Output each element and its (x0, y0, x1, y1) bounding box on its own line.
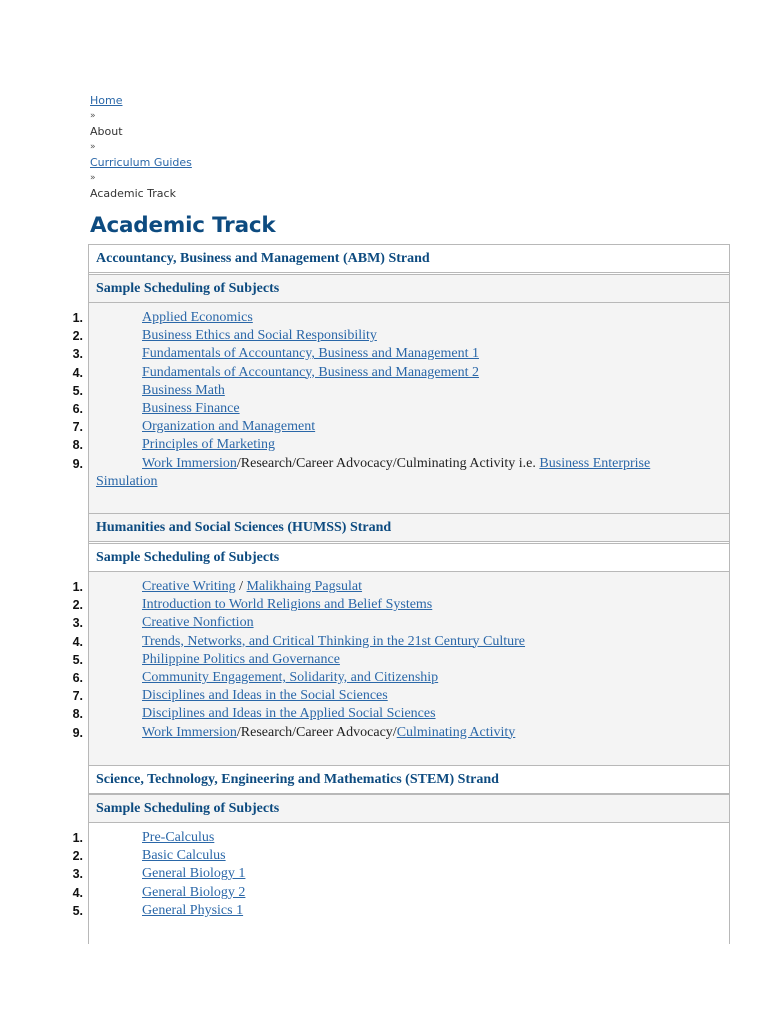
list-item: 8. Principles of Marketing (89, 436, 729, 454)
business-enterprise-simulation-link[interactable]: Business Enterprise (539, 455, 651, 471)
malikhaing-pagsulat-link[interactable]: Malikhaing Pagsulat (246, 579, 363, 594)
abm-subject-list (72, 303, 729, 519)
list-item: 6. Community Engagement, Solidarity, and Citizenship (89, 669, 729, 687)
subject-link[interactable]: Business Math (142, 382, 225, 398)
breadcrumb-separator: » (90, 173, 96, 183)
subject-link[interactable]: Business Ethics and Social Responsibility (142, 328, 377, 344)
list-item: 2. Introduction to World Religions and Belief Systems (89, 596, 729, 614)
subject-link[interactable]: Introduction to World Religions and Belief Systems (142, 597, 433, 613)
list-item: 7. Organization and Management (89, 418, 729, 436)
breadcrumb-home-link[interactable]: Home (90, 94, 123, 107)
list-item: 4. Trends, Networks, and Critical Thinking in the 21st Century Culture (89, 633, 729, 651)
abm-strand-heading: Accountancy, Business and Management (ABM) Strand (89, 244, 729, 273)
breadcrumb-about: About (90, 125, 123, 138)
subject-link[interactable]: Disciplines and Ideas in the Applied Social Sciences (142, 706, 436, 722)
abm-scheduling-heading: Sample Scheduling of Subjects (89, 274, 729, 303)
list-item: 8. Disciplines and Ideas in the Applied Social Sciences (89, 705, 729, 723)
list-item: 4. Fundamentals of Accountancy, Business and Management 2 (89, 364, 729, 382)
subject-link[interactable]: Disciplines and Ideas in the Social Sciences (142, 688, 388, 704)
subject-link[interactable]: General Biology 2 (142, 884, 246, 900)
list-item: 3. Creative Nonfiction (89, 614, 729, 632)
culminating-activity-link[interactable]: Culminating Activity (396, 724, 516, 740)
breadcrumb (90, 93, 390, 202)
breadcrumb-separator: » (90, 111, 96, 121)
humss-subject-list (72, 572, 729, 771)
creative-writing-link[interactable]: Creative Writing (142, 579, 236, 594)
subject-link[interactable]: Business Finance (142, 400, 240, 416)
strand-table (72, 244, 730, 944)
subject-text: / (235, 579, 247, 594)
list-item: 7. Disciplines and Ideas in the Social Sciences (89, 687, 729, 705)
list-item: 1. Pre-Calculus (89, 829, 729, 847)
subject-link[interactable]: Principles of Marketing (142, 437, 275, 453)
humss-strand-heading: Humanities and Social Sciences (HUMSS) Strand (89, 513, 729, 542)
page-title: Academic Track (90, 213, 276, 238)
list-item: 3. Fundamentals of Accountancy, Business and Management 1 (89, 345, 729, 363)
list-item: 5. Business Math (89, 382, 729, 400)
subject-link[interactable]: Basic Calculus (142, 848, 226, 864)
breadcrumb-curriculum-link[interactable]: Curriculum Guides (90, 156, 192, 169)
list-item: 3. General Biology 1 (89, 865, 729, 883)
list-item: 1. Applied Economics (89, 309, 729, 327)
subject-link[interactable]: Trends, Networks, and Critical Thinking in the 21st Century Culture (142, 633, 526, 649)
subject-link[interactable]: Fundamentals of Accountancy, Business and Management 2 (142, 364, 479, 380)
subject-link[interactable]: Fundamentals of Accountancy, Business and Management 1 (142, 346, 479, 362)
subject-link[interactable]: General Biology 1 (142, 866, 246, 882)
subject-link[interactable]: Organization and Management (142, 419, 316, 435)
list-item: 2. Business Ethics and Social Responsibility (89, 327, 729, 345)
list-item: 1. Creative Writing / Malikhaing Pagsulat (72, 579, 363, 594)
stem-strand-heading: Science, Technology, Engineering and Mathematics (STEM) Strand (89, 765, 729, 794)
work-immersion-link[interactable]: Work Immersion (142, 724, 237, 740)
breadcrumb-separator: » (90, 142, 96, 152)
list-item: 6. Business Finance (89, 400, 729, 418)
subject-link[interactable]: General Physics 1 (142, 902, 244, 918)
list-item: 2. Basic Calculus (89, 847, 729, 865)
subject-link[interactable]: Applied Economics (142, 310, 253, 325)
subject-link[interactable]: Pre-Calculus (142, 830, 215, 845)
subject-link[interactable]: Creative Nonfiction (142, 615, 254, 631)
list-item: 4. General Biology 2 (89, 884, 729, 902)
list-item: 5. General Physics 1 (89, 902, 729, 920)
subject-link[interactable]: Philippine Politics and Governance (142, 651, 340, 667)
work-immersion-link[interactable]: Work Immersion (142, 455, 237, 471)
breadcrumb-current: Academic Track (90, 187, 176, 200)
humss-scheduling-heading: Sample Scheduling of Subjects (89, 543, 729, 572)
list-item: 9. Work Immersion/Research/Career Advocacy/Culminating Activity (72, 724, 516, 740)
subject-text: /Research/Career Advocacy/Culminating Activity i.e. (236, 455, 540, 471)
business-enterprise-simulation-link[interactable]: Simulation (96, 473, 158, 489)
list-item: 5. Philippine Politics and Governance (89, 651, 729, 669)
stem-subject-list (72, 823, 729, 950)
subject-link[interactable]: Community Engagement, Solidarity, and Citizenship (142, 669, 439, 685)
list-item: 9. Work Immersion/Research/Career Advocacy/Culminating Activity i.e. Business Enterprise (72, 455, 651, 471)
stem-scheduling-heading: Sample Scheduling of Subjects (89, 794, 729, 823)
subject-text: /Research/Career Advocacy/ (236, 724, 397, 740)
